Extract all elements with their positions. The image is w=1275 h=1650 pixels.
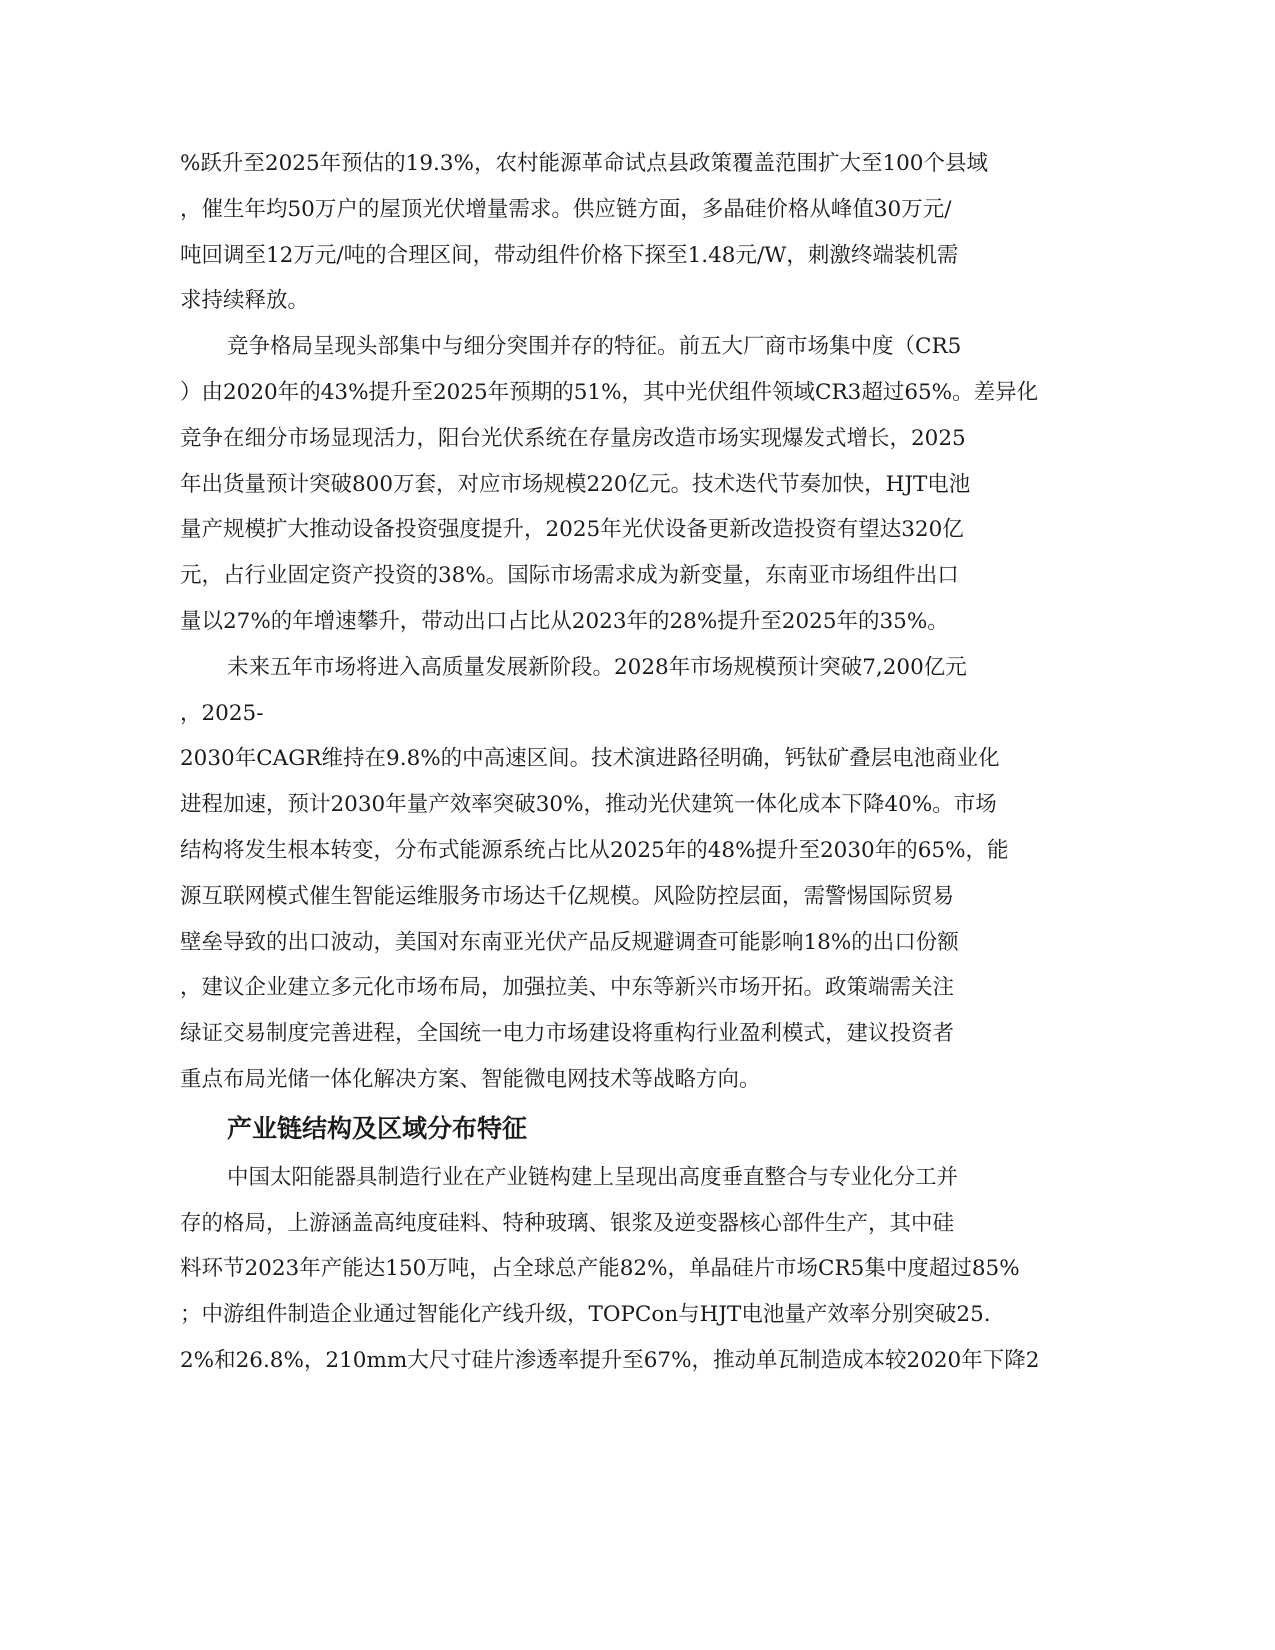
text-line: 绿证交易制度完善进程，全国统一电力市场建设将重构行业盈利模式，建议投资者 bbox=[180, 1021, 955, 1047]
text-line: 吨回调至12万元/吨的合理区间，带动组件价格下探至1.48元/W，刺激终端装机需 bbox=[180, 242, 959, 268]
text-line: ；中游组件制造企业通过智能化产线升级，TOPCon与HJT电池量产效率分别突破25. bbox=[180, 1302, 991, 1328]
text-line: 竞争在细分市场显现活力，阳台光伏系统在存量房改造市场实现爆发式增长，2025 bbox=[180, 425, 966, 451]
text-line: ，建议企业建立多元化市场布局，加强拉美、中东等新兴市场开拓。政策端需关注 bbox=[180, 975, 955, 1001]
text-line: 求持续释放。 bbox=[180, 288, 310, 314]
paragraph-industry-chain bbox=[180, 1155, 1044, 1384]
paragraph-competition-landscape bbox=[180, 324, 1044, 645]
section-heading: 产业链结构及区域分布特征 bbox=[227, 1113, 528, 1143]
text-line: 源互联网模式催生智能运维服务市场达千亿规模。风险防控层面，需警惕国际贸易 bbox=[180, 883, 955, 909]
text-line: 元，占行业固定资产投资的38%。国际市场需求成为新变量，东南亚市场组件出口 bbox=[180, 563, 959, 589]
text-line: 2%和26.8%，210mm大尺寸硅片渗透率提升至67%，推动单瓦制造成本较2020年下降2 bbox=[180, 1347, 1040, 1373]
text-line: 量产规模扩大推动设备投资强度提升，2025年光伏设备更新改造投资有望达320亿 bbox=[180, 517, 964, 543]
text-line: 竞争格局呈现头部集中与细分突围并存的特征。前五大厂商市场集中度（CR5 bbox=[227, 334, 962, 360]
text-line: 未来五年市场将进入高质量发展新阶段。2028年市场规模预计突破7,200亿元 bbox=[227, 654, 967, 680]
text-line: ，2025- bbox=[180, 700, 264, 726]
paragraph-market-demand-continued bbox=[180, 141, 1044, 324]
text-line: 重点布局光储一体化解决方案、智能微电网技术等战略方向。 bbox=[180, 1066, 761, 1092]
text-line: 中国太阳能器具制造行业在产业链构建上呈现出高度垂直整合与专业化分工并 bbox=[227, 1164, 959, 1190]
text-line: ，催生年均50万户的屋顶光伏增量需求。供应链方面，多晶硅价格从峰值30万元/ bbox=[180, 196, 952, 222]
text-line: 壁垒导致的出口波动，美国对东南亚光伏产品反规避调查可能影响18%的出口份额 bbox=[180, 929, 959, 955]
text-line: %跃升至2025年预估的19.3%，农村能源革命试点县政策覆盖范围扩大至100个县域 bbox=[180, 151, 988, 176]
text-line: ）由2020年的43%提升至2025年预期的51%，其中光伏组件领域CR3超过65%。差异化 bbox=[180, 379, 1039, 405]
text-line: 量以27%的年增速攀升，带动出口占比从2023年的28%提升至2025年的35%。 bbox=[180, 608, 949, 634]
text-line: 年出货量预计突破800万套，对应市场规模220亿元。技术迭代节奏加快，HJT电池 bbox=[180, 471, 971, 497]
paragraph-five-year-outlook bbox=[180, 645, 1044, 1103]
text-line: 结构将发生根本转变，分布式能源系统占比从2025年的48%提升至2030年的65%，能 bbox=[180, 837, 1009, 863]
text-line: 存的格局，上游涵盖高纯度硅料、特种玻璃、银浆及逆变器核心部件生产，其中硅 bbox=[180, 1210, 955, 1236]
text-line: 进程加速，预计2030年量产效率突破30%，推动光伏建筑一体化成本下降40%。市场 bbox=[180, 792, 997, 818]
document-page bbox=[180, 141, 1044, 1384]
text-line: 2030年CAGR维持在9.8%的中高速区间。技术演进路径明确，钙钛矿叠层电池商业化 bbox=[180, 746, 1000, 772]
text-line: 料环节2023年产能达150万吨，占全球总产能82%，单晶硅片市场CR5集中度超过85% bbox=[180, 1256, 1020, 1282]
